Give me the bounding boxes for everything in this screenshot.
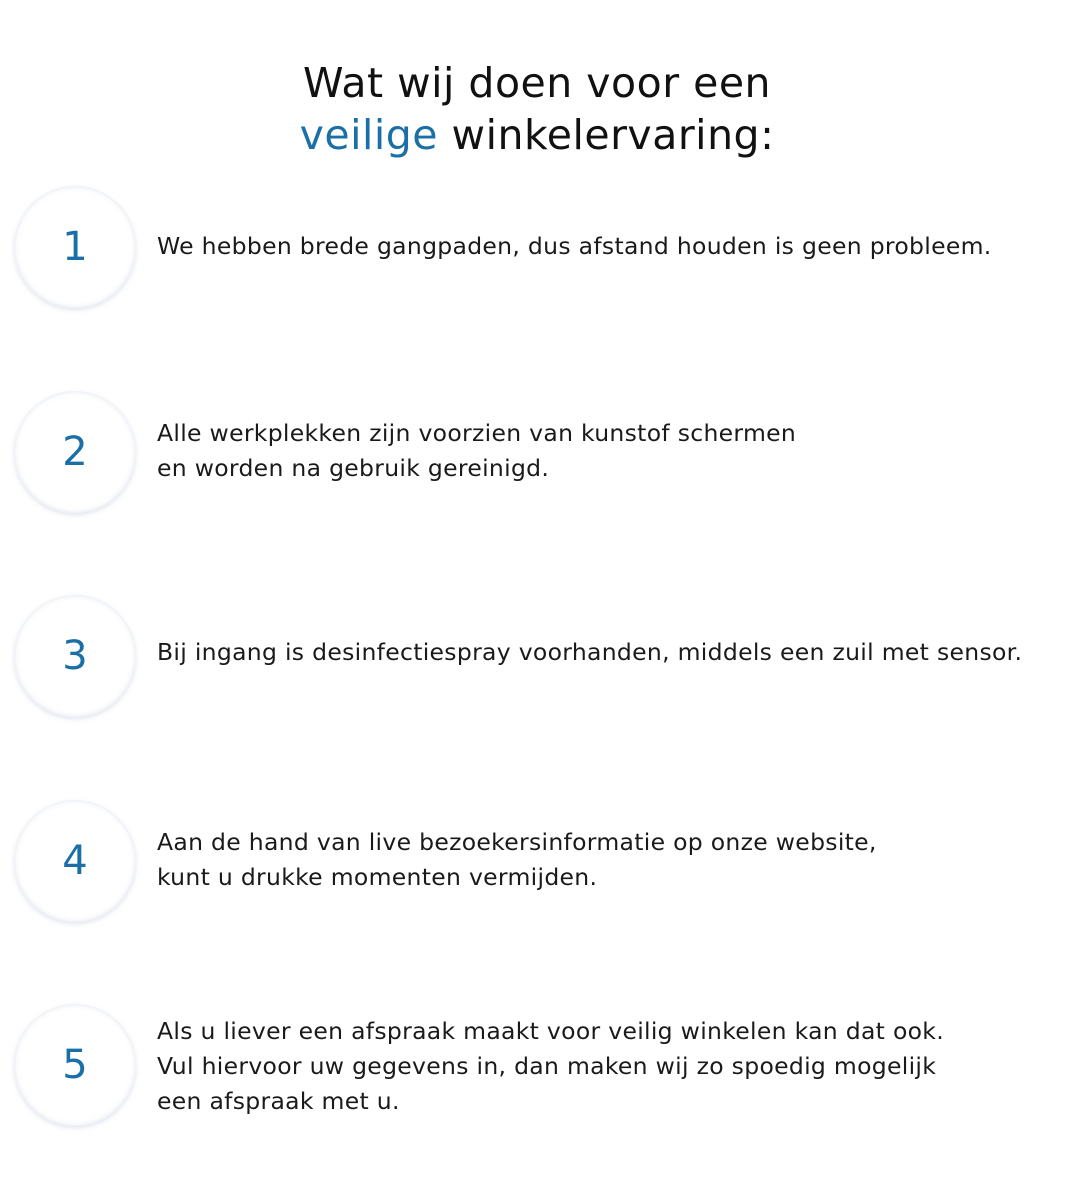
- title-line-2-rest: winkelervaring:: [451, 111, 775, 160]
- step-number: 5: [62, 1042, 88, 1088]
- step-1: [0, 186, 1074, 316]
- step-5: [0, 1004, 1074, 1134]
- step-text-line: Als u liever een afspraak maakt voor veilig winkelen kan dat ook.: [157, 1017, 944, 1045]
- step-number-badge: [14, 186, 136, 308]
- step-text-line: en worden na gebruik gereinigd.: [157, 454, 550, 482]
- step-text-line: We hebben brede gangpaden, dus afstand houden is geen probleem.: [157, 232, 992, 260]
- step-number-badge: [14, 800, 136, 922]
- step-number: 4: [62, 838, 88, 884]
- step-text: [157, 635, 1072, 670]
- step-text-line: kunt u drukke momenten vermijden.: [157, 863, 598, 891]
- step-number: 3: [62, 633, 88, 679]
- step-2: [0, 391, 1074, 521]
- title-line-1: Wat wij doen voor een: [302, 59, 772, 108]
- step-number-badge: [14, 1004, 136, 1126]
- page-title: [0, 57, 1074, 161]
- step-text: [157, 1014, 1072, 1119]
- step-text-line: Alle werkplekken zijn voorzien van kunstof schermen: [157, 419, 797, 447]
- title-accent-word: veilige: [299, 111, 438, 160]
- step-text: [157, 416, 1072, 486]
- step-number: 2: [62, 429, 88, 475]
- step-number-badge: [14, 391, 136, 513]
- title-line-2: [0, 109, 1074, 161]
- step-text: [157, 229, 1072, 264]
- step-text-line: Vul hiervoor uw gegevens in, dan maken wij zo spoedig mogelijk: [157, 1052, 937, 1080]
- step-text: [157, 825, 1072, 895]
- step-4: [0, 800, 1074, 930]
- step-3: [0, 595, 1074, 725]
- step-number-badge: [14, 595, 136, 717]
- step-text-line: Bij ingang is desinfectiespray voorhanden, middels een zuil met sensor.: [157, 638, 1023, 666]
- step-text-line: Aan de hand van live bezoekersinformatie op onze website,: [157, 828, 877, 856]
- step-number: 1: [62, 224, 88, 270]
- step-text-line: een afspraak met u.: [157, 1087, 400, 1115]
